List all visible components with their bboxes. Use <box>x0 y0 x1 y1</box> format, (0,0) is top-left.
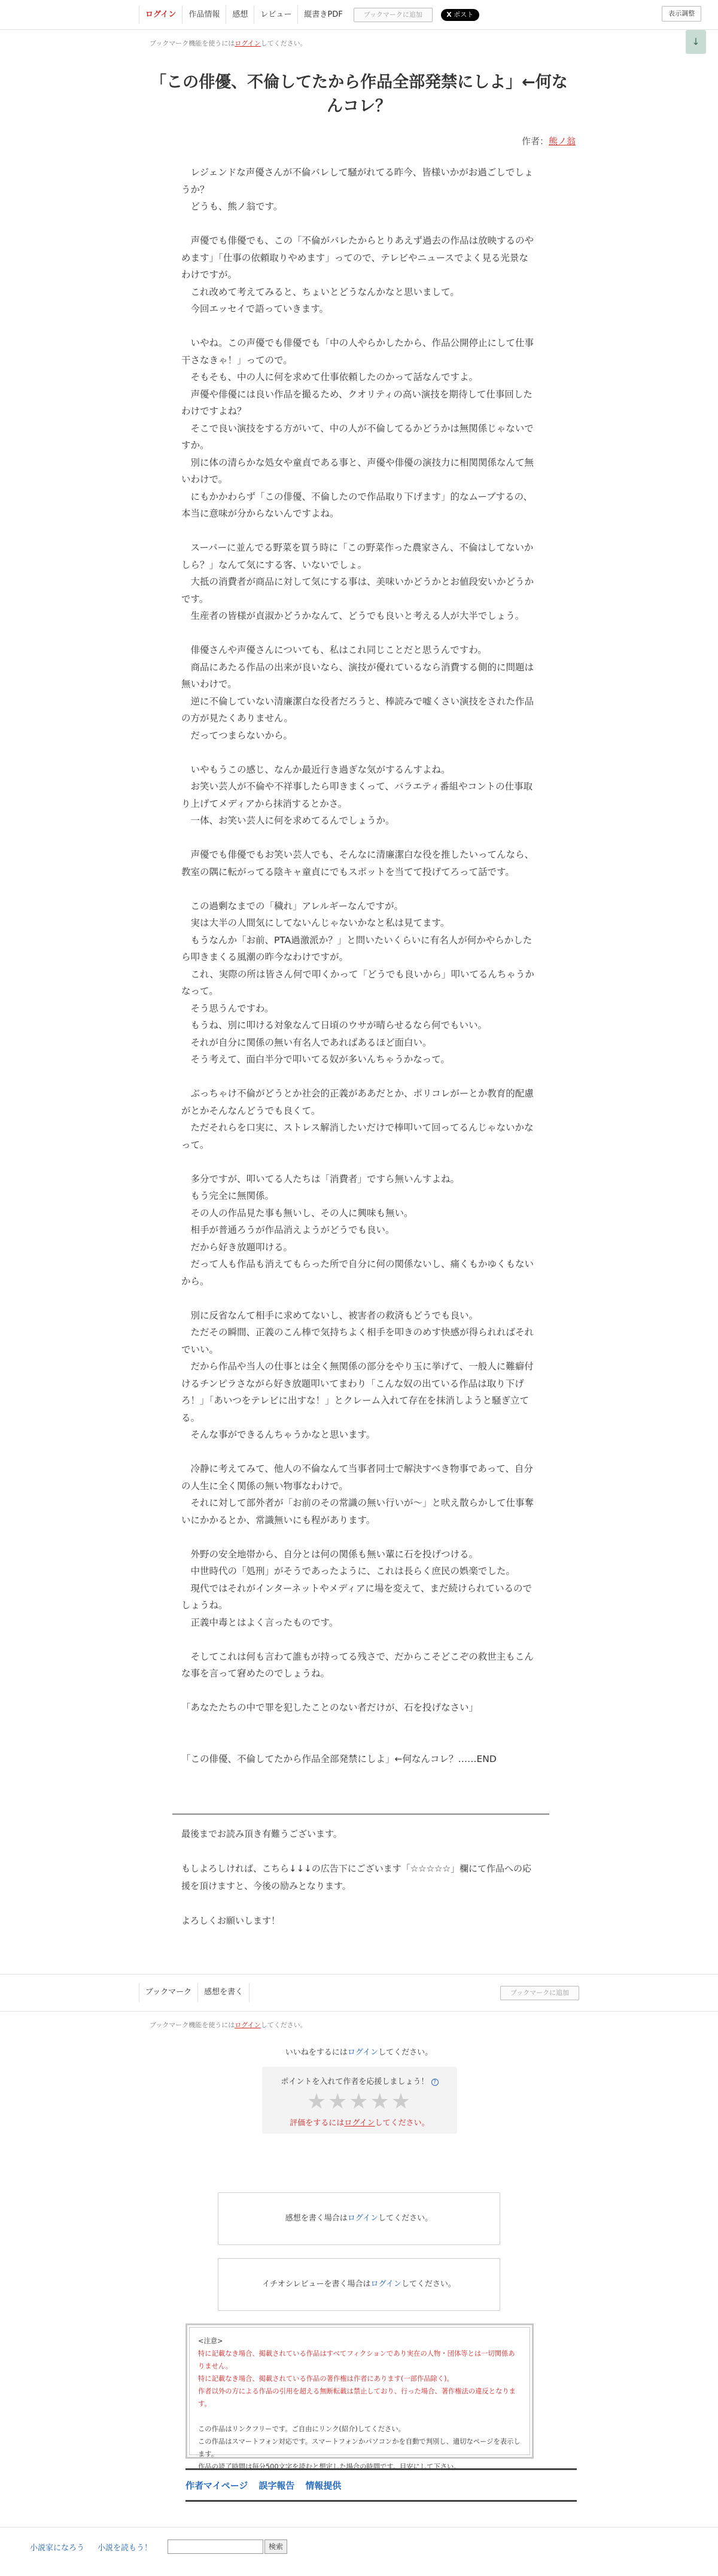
novel-paragraph: そう考えて、面白半分で叩いてる奴が多いんちゃうかなって。 <box>181 1054 450 1065</box>
bookmark-login-link[interactable]: ログイン <box>235 40 261 47</box>
vertical-pdf-link[interactable]: 縦書きPDF <box>297 5 348 24</box>
bottom-bookmark-add-button[interactable]: ブックマークに追加 <box>500 1986 579 2000</box>
novel-paragraph: 今回エッセイで語っていきます。 <box>181 303 328 314</box>
afterword-paragraph <box>181 1843 534 1860</box>
novel-paragraph: 「この俳優、不倫してたから作品全部発禁にしよ」←何なんコレ？……END <box>181 1753 497 1764</box>
novel-paragraph: ただそれらを口実に、ストレス解消したいだけで棒叩いて回ってるんじゃないかなって。 <box>181 1122 534 1150</box>
bottom-nav-border-bottom <box>0 2011 718 2012</box>
notice-heading: <注意> <box>198 2337 223 2345</box>
info-provide-link[interactable]: 情報提供 <box>305 2480 342 2491</box>
novel-paragraph: 別に体の清らかな処女や童貞である事と、声優や俳優の演技力に相関関係なんて無いわけで。 <box>181 457 534 485</box>
novel-paragraph: いやもうこの感じ、なんか最近行き過ぎな気がするんすよね。 <box>181 764 451 775</box>
typo-report-link[interactable]: 誤字報告 <box>258 2480 295 2491</box>
like-login-link[interactable]: ログイン <box>347 2048 379 2057</box>
display-settings-button[interactable]: 表示調整 <box>662 6 701 22</box>
novel-paragraph: いやね。この声優でも俳優でも「中の人やらかしたから、作品公開停止にして仕事干さなきゃ！」ってので。 <box>181 338 534 366</box>
novel-paragraph: レジェンドな声優さんが不倫バレして騒がれてる昨今、皆様いかがお過ごしでしょうか？ <box>181 167 534 195</box>
top-header <box>0 0 718 30</box>
note-text: ブックマーク機能を使うには <box>150 2021 235 2029</box>
novel-paragraph: 外野の安全地帯から、自分とは何の関係も無い輩に石を投げつける。 <box>181 1548 479 1560</box>
scroll-down-button[interactable] <box>686 30 706 54</box>
novel-paragraph: そしてこれは何も言わて誰もが持ってる残さで、だからこそどこぞの救世主もこんな事を言って窘めたのでしょうね。 <box>181 1651 534 1679</box>
novel-paragraph: 相手が普通ろうが作品消えようがどうでも良い。 <box>181 1225 395 1235</box>
novel-paragraph: どうも、熊ノ翁です。 <box>181 201 283 212</box>
impression-text-end: してください。 <box>378 2214 433 2223</box>
novel-title: 「この俳優、不倫してたから作品全部発禁にしよ」←何なんコレ？ <box>150 73 568 116</box>
star-rating[interactable]: ★★★★★ <box>306 2089 413 2114</box>
x-post-button[interactable] <box>441 9 479 21</box>
afterword <box>181 1825 534 1930</box>
novel-paragraph <box>181 744 534 761</box>
novel-paragraph: そもそも、中の人に何を求めて仕事依頼したのかって話なんですよ。 <box>181 372 479 382</box>
author-line <box>522 135 576 147</box>
novel-paragraph: 商品にあたる作品の出来が良いなら、演技が優れているなら消費する側的に問題は無いわけで。 <box>181 661 534 689</box>
novel-paragraph: この過剰なまでの「穢れ」アレルギーなんですが。 <box>181 900 403 912</box>
novel-paragraph <box>181 1153 534 1171</box>
novel-paragraph: もうね、別に叩ける対象なんて日頃のウサが晴らせるなら何でもいい。 <box>181 1020 488 1031</box>
novel-paragraph: だって人も作品も消えてもらった所で自分に何の関係ないし、痛くもかゆくもないから。 <box>181 1259 534 1287</box>
novel-paragraph <box>181 830 534 847</box>
novel-paragraph: 冷静に考えてみて、他人の不倫なんて当事者同士で解決すべき物事であって、自分の人生に全く関係の無い物事なわけで。 <box>181 1463 533 1491</box>
notice-warning-line: 作者以外の方による作品の引用を超える無断転載は禁止しており、行った場合、著作権法の違反となります。 <box>198 2387 516 2408</box>
works-info-link[interactable]: 作品情報 <box>182 5 226 24</box>
notice-warning-line: 特に記載なき場合、掲載されている作品の著作権は作者にあります(一部作品除く)。 <box>198 2375 454 2383</box>
footer-links <box>185 2468 577 2502</box>
novel-paragraph: もうなんか「お前、PTA過激派か？」と問いたいくらいに有名人が何かやらかしたら叩きまくる風潮の昨今なわけですが。 <box>181 934 533 962</box>
novel-paragraph: 俳優さんや声優さんについても、私はこれ同じことだと思うんですわ。 <box>181 645 487 655</box>
afterword-paragraph: 最後までお読み頂き有難うございます。 <box>181 1828 342 1839</box>
rating-box <box>262 2067 457 2134</box>
rating-login-note <box>262 2116 457 2128</box>
site-footer <box>0 2527 718 2576</box>
novel-paragraph: ただその瞬間、正義のこん棒で気持ちよく相手を叩きのめす快感が得られればそれでいい。 <box>181 1327 534 1355</box>
notice-info-line: この作品はリンクフリーです。ご自由にリンク(紹介)してください。 <box>198 2425 405 2433</box>
novel-paragraph: 多分ですが、叩いてる人たちは「消費者」ですら無いんすよね。 <box>181 1173 460 1184</box>
afterword-paragraph <box>181 1895 534 1912</box>
novel-paragraph: お笑い芸人が不倫や不祥事したら叩きまくって、バラエティ番組やコントの仕事取り上げてメディアから抹消するとかさ。 <box>181 781 533 809</box>
bookmark-login-link-2[interactable]: ログイン <box>235 2021 261 2029</box>
bottom-nav <box>139 1983 250 2002</box>
rating-title <box>262 2075 457 2086</box>
review-link[interactable]: レビュー <box>254 5 297 24</box>
impression-login-link[interactable]: ログイン <box>347 2214 379 2223</box>
login-link[interactable]: ログイン <box>139 5 182 24</box>
notice-box <box>185 2323 534 2471</box>
bookmark-login-note <box>150 38 307 48</box>
become-author-link[interactable]: 小説家になろう <box>30 2543 85 2553</box>
rating-login-text: 評価をするには <box>290 2119 345 2128</box>
rating-login-link[interactable]: ログイン <box>344 2119 375 2128</box>
novel-paragraph: 現代ではそれがインターネットやメディアに場を変えて、まだ続けられているのでしょうね。 <box>181 1582 533 1611</box>
note-text-end: してください。 <box>260 2021 307 2029</box>
note-text-end: してください。 <box>260 40 307 47</box>
novel-paragraph: 声優でも俳優でも、この「不倫がバレたからとりあえず過去の作品は放映するのやめます」「仕事の依頼取りやめます」ってので、テレビやニュースでよく見る光景なわけですが。 <box>181 235 534 280</box>
novel-paragraph <box>181 625 534 642</box>
review-text-end: してください。 <box>401 2280 456 2289</box>
afterword-paragraph: もしよろしければ、こちら↓↓↓の広告下にございます「☆☆☆☆☆」欄にて作品への応援を頂けますと、今後の励みとなります。 <box>181 1863 531 1891</box>
novel-paragraph: 声優や俳優には良い作品を撮るため、クオリティの高い演技を期待して仕事回したわけですよね？ <box>181 388 533 417</box>
bookmark-link[interactable]: ブックマーク <box>139 1983 197 2002</box>
write-impression-link[interactable]: 感想を書く <box>197 1983 250 2002</box>
rating-title-text: ポイントを入れて作者を応援しましょう！ <box>281 2077 429 2086</box>
notice-info-line: 作品の読了時間は毎分500文字を読むと想定した場合の時間です。目安にして下さい。 <box>198 2463 461 2471</box>
novel-paragraph: スーパーに並んでる野菜を買う時に「この野菜作った農家さん、不倫はしてないかしら？」なんて気にする客、いないでしょ。 <box>181 542 534 570</box>
arrow-down-icon: ↓ <box>692 36 700 47</box>
novel-paragraph: これ、実際の所は皆さん何で叩くかって「どうでも良いから」叩いてるんちゃうかなって。 <box>181 968 534 997</box>
novel-paragraph: それが自分に関係の無い有名人であればあるほど面白い。 <box>181 1037 432 1048</box>
x-logo-icon: X <box>446 10 452 19</box>
novel-paragraph: 大抵の消費者が商品に対して気にする事は、美味いかどうかとお値段安いかどうかです。 <box>181 576 534 604</box>
site-search-button[interactable]: 検索 <box>264 2539 287 2554</box>
novel-paragraph: 中世時代の「処刑」がそうであったように、これは長らく庶民の娯楽でした。 <box>181 1566 515 1576</box>
novel-paragraph: 実は大半の人間気にしてないんじゃないかなと私は見てます。 <box>181 918 450 928</box>
novel-paragraph <box>181 1631 534 1648</box>
notice-info-line: この作品はスマートフォン対応です。スマートフォンかパソコンかを自動で判別し、適切なページを表示します。 <box>198 2438 521 2458</box>
rating-login-end: してください。 <box>375 2119 430 2128</box>
novel-paragraph: 別に反省なんて相手に求めてないし、被害者の救済もどうでも良い。 <box>181 1310 479 1321</box>
novel-paragraph: 「あなたたちの中で罪を犯したことのない者だけが、石を投げなさい」 <box>181 1702 479 1713</box>
novel-paragraph <box>181 1682 534 1700</box>
novel-paragraph: それに対して部外者が「お前のその常識の無い行いが〜」と吠え散らかして仕事奪いにかかるとか、常識無いにも程があります。 <box>181 1497 534 1526</box>
notice-inner <box>189 2327 530 2471</box>
author-label: 作者： <box>521 136 549 147</box>
novel-paragraph: そう思うんですわ。 <box>181 1003 274 1014</box>
novel-paragraph: だから作品や当人の仕事とは全く無関係の部分をやり玉に挙げて、一般人に難癖付けるチンピラさながら好き放題叩いてまわり「こんな奴の出ている作品は取り下げろ！」「あいつをテレビに出すな！」とクレーム入れて存在を抹消しようと騒ぎ立てる。 <box>181 1361 534 1423</box>
novel-paragraph: 声優でも俳優でもお笑い芸人でも、そんなに清廉潔白な役を推したいってんなら、教室の隅に転がってる陰キャ童貞にでもスポットを当てて投げてろって話です。 <box>181 849 534 877</box>
impressions-link[interactable]: 感想 <box>226 5 254 24</box>
novel-paragraph <box>181 1717 534 1734</box>
notice-warning-line: 特に記載なき場合、掲載されている作品はすべてフィクションであり実在の人物・団体等とは一切関係ありません。 <box>198 2350 515 2370</box>
notice-spacer <box>198 2410 521 2423</box>
afterword-paragraph: よろしくお願いします！ <box>181 1915 281 1926</box>
novel-paragraph: その人の作品見た事も無いし、その人に興味も無い。 <box>181 1207 413 1219</box>
novel-paragraph <box>181 523 534 540</box>
novel-paragraph <box>181 215 534 233</box>
novel-paragraph <box>181 1290 534 1307</box>
novel-paragraph <box>181 1733 534 1751</box>
novel-paragraph: 正義中毒とはよく言ったものです。 <box>181 1617 339 1628</box>
site-footer-row <box>30 2539 287 2554</box>
novel-paragraph: 一体、お笑い芸人に何を求めてるんでしょうか。 <box>181 815 395 826</box>
novel-paragraph: だから好き放題叩ける。 <box>181 1241 293 1253</box>
header-nav <box>139 5 479 24</box>
novel-paragraph <box>181 318 534 335</box>
recommend-review-box <box>218 2258 500 2311</box>
review-text: イチオシレビューを書く場合は <box>262 2280 371 2289</box>
x-post-label: ポスト <box>454 10 474 19</box>
author-mypage-link[interactable]: 作者マイページ <box>185 2480 248 2491</box>
like-note-text: いいねをするには <box>285 2048 348 2057</box>
afterword-divider <box>172 1813 549 1815</box>
novel-body <box>181 164 534 1767</box>
site-search-input[interactable] <box>168 2539 263 2554</box>
novel-paragraph: ぶっちゃけ不倫がどうとか社会的正義がああだとか、ポリコレがーとか教育的配慮がとかそんなんどうでも良くて。 <box>181 1088 534 1116</box>
novel-paragraph: 逆に不倫していない清廉潔白な役者だろうと、棒読みで嘘くさい演技をされた作品の方が見たくありません。 <box>181 695 534 724</box>
impression-box <box>218 2192 500 2245</box>
novel-paragraph: だってつまらないから。 <box>181 730 293 741</box>
author-name-link[interactable]: 熊ノ翁 <box>548 136 576 147</box>
review-login-link[interactable]: ログイン <box>370 2280 401 2289</box>
like-note-end: してください。 <box>378 2048 433 2057</box>
novel-paragraph <box>181 880 534 898</box>
novel-paragraph: そんな事ができるんちゃうかなと思います。 <box>181 1429 376 1440</box>
like-login-note <box>0 2046 718 2057</box>
novel-paragraph <box>181 1068 534 1086</box>
novel-paragraph: もう完全に無関係。 <box>181 1190 275 1201</box>
bookmark-add-button[interactable]: ブックマークに追加 <box>354 8 433 22</box>
novel-paragraph: そこで良い演技をする方がいて、中の人が不倫してるかどうかは無関係じゃないですか。 <box>181 423 534 451</box>
novel-paragraph: これ改めて考えてみると、ちょいとどうなんかなと思いまして。 <box>181 286 460 297</box>
novel-paragraph: にもかかわらず「この俳優、不倫したので作品取り下げます」的なムーブするの、本当に意味が分からないんですよね。 <box>181 491 533 519</box>
impression-text: 感想を書く場合は <box>285 2214 348 2223</box>
bookmark-login-note-2 <box>150 2020 307 2030</box>
novel-paragraph: 生産者の皆様が貞淑かどうかなんて、どうでも良いと考える人が大半でしょう。 <box>181 610 525 621</box>
note-text: ブックマーク機能を使うには <box>150 40 235 47</box>
novel-paragraph <box>181 1444 534 1461</box>
help-icon[interactable]: ? <box>431 2079 439 2086</box>
read-novels-link[interactable]: 小説を読もう！ <box>98 2543 153 2553</box>
novel-paragraph <box>181 1529 534 1546</box>
